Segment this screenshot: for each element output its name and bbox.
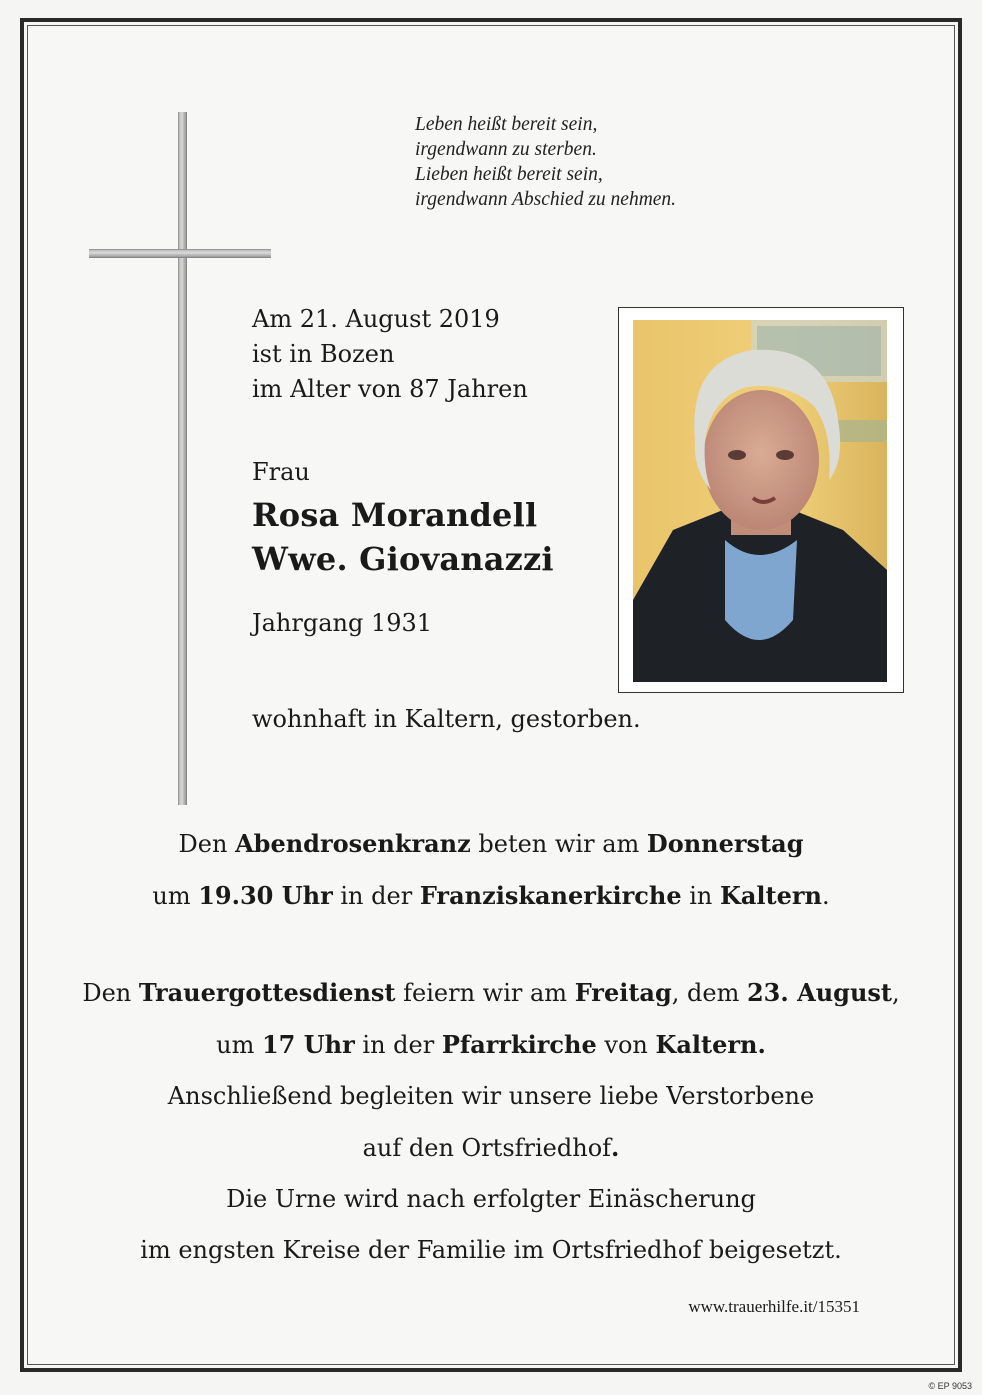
- cross-icon-vertical: [178, 112, 187, 805]
- deceased-name: [252, 493, 554, 581]
- service-line-2: um 17 Uhr in der Pfarrkirche von Kaltern.: [216, 1030, 766, 1059]
- portrait-illustration: [633, 320, 887, 682]
- intro-line: ist in Bozen: [252, 340, 395, 368]
- intro-line: Am 21. August 2019: [252, 305, 500, 333]
- rosary-announcement: [40, 818, 942, 922]
- name-line-1: Rosa Morandell: [252, 496, 538, 534]
- poem: [415, 112, 835, 212]
- memorial-url[interactable]: www.trauerhilfe.it/15351: [688, 1297, 860, 1316]
- residence-text: wohnhaft in Kaltern, gestorben.: [252, 705, 641, 733]
- poem-line: Leben heißt bereit sein,: [415, 114, 598, 135]
- service-line-5: Die Urne wird nach erfolgter Einäscherung: [226, 1185, 756, 1213]
- rosary-line-2: um 19.30 Uhr in der Franziskanerkirche in Kaltern.: [152, 881, 830, 910]
- print-code: © EP 9053: [928, 1381, 972, 1391]
- service-line-1: Den Trauergottesdienst feiern wir am Freitag, dem 23. August,: [82, 978, 900, 1007]
- rosary-line-1: Den Abendrosenkranz beten wir am Donnerstag: [178, 829, 804, 858]
- service-line-6: im engsten Kreise der Familie im Ortsfriedhof beigesetzt.: [140, 1236, 842, 1264]
- cross-icon-horizontal: [89, 249, 271, 258]
- birth-year: Jahrgang 1931: [252, 609, 433, 637]
- poem-line: Lieben heißt bereit sein,: [415, 164, 603, 185]
- poem-line: irgendwann zu sterben.: [415, 139, 597, 160]
- portrait-photo: [633, 320, 887, 682]
- service-line-4: auf den Ortsfriedhof.: [362, 1133, 620, 1162]
- service-line-3: Anschließend begleiten wir unsere liebe Verstorbene: [167, 1082, 815, 1110]
- funeral-service-announcement: [40, 967, 942, 1276]
- intro-line: im Alter von 87 Jahren: [252, 375, 528, 403]
- poem-line: irgendwann Abschied zu nehmen.: [415, 189, 677, 210]
- salutation: Frau: [252, 458, 310, 486]
- name-line-2: Wwe. Giovanazzi: [252, 540, 554, 578]
- death-notice-intro: [252, 302, 612, 407]
